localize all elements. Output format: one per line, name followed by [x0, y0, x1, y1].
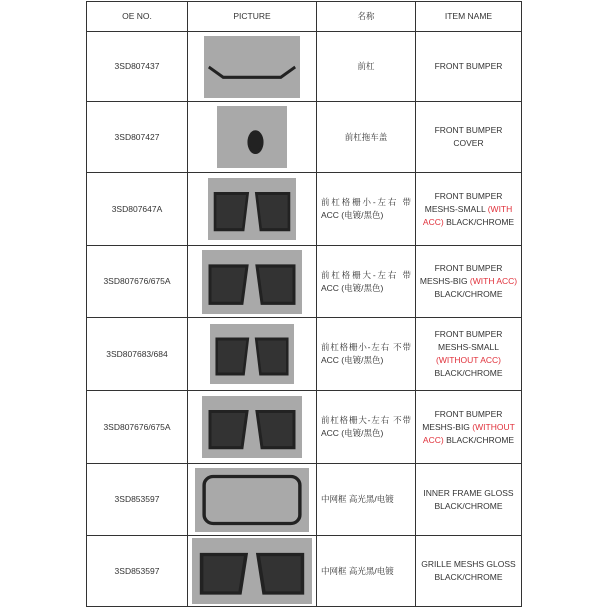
part-photo: [195, 468, 309, 532]
part-photo: [202, 250, 302, 314]
oe-number: 3SD807437: [87, 32, 188, 102]
header-picture: PICTURE: [188, 2, 317, 32]
part-photo: [204, 36, 300, 98]
item-color: BLACK/CHROME: [443, 216, 515, 227]
item-name-text: FRONT BUMPER: [434, 61, 503, 71]
picture-cell: [188, 173, 317, 246]
picture-cell: [188, 464, 317, 536]
oe-number: 3SD807683/684: [87, 318, 188, 391]
table-row: [87, 32, 522, 102]
header-item-name: ITEM NAME: [416, 2, 522, 32]
cn-name: 前杠拖车盖: [317, 102, 416, 173]
header-cn-name: 名称: [317, 2, 416, 32]
table-row: [87, 246, 522, 318]
acc-note: (WITH ACC): [469, 276, 518, 286]
oe-number: 3SD853597: [87, 536, 188, 607]
cn-name: 前杠格栅小-左右 不带ACC (电镀/黑色): [317, 318, 416, 391]
cn-name: 前杠格栅大-左右 带ACC (电镀/黑色): [317, 246, 416, 318]
oe-number: 3SD807427: [87, 102, 188, 173]
item-name: [416, 32, 522, 102]
item-name: [416, 318, 522, 391]
oe-number: 3SD807676/675A: [87, 246, 188, 318]
table-row: [87, 318, 522, 391]
cn-name: 前杠: [317, 32, 416, 102]
item-name-text: INNER FRAME GLOSS BLACK/CHROME: [423, 487, 514, 511]
part-photo: [208, 178, 296, 240]
part-photo: [192, 538, 312, 604]
picture-cell: [188, 391, 317, 464]
table-row: [87, 391, 522, 464]
item-name-text: FRONT BUMPER MESHS-SMALL: [424, 190, 503, 214]
item-color: BLACK/CHROME: [434, 368, 503, 378]
picture-cell: [188, 318, 317, 391]
parts-table: [86, 1, 522, 607]
item-name: [416, 173, 522, 246]
part-photo: [202, 396, 302, 458]
item-name: [416, 391, 522, 464]
picture-cell: [188, 246, 317, 318]
picture-cell: [188, 102, 317, 173]
acc-note: (WITH ACC): [422, 203, 513, 227]
item-name: [416, 536, 522, 607]
item-name: [416, 246, 522, 318]
item-color: BLACK/CHROME: [443, 434, 515, 445]
part-photo: [210, 324, 294, 384]
acc-note: (WITHOUT ACC): [435, 355, 501, 365]
oe-number: 3SD853597: [87, 464, 188, 536]
cn-name: 前杠格栅小-左右 带ACC (电镀/黑色): [317, 173, 416, 246]
header-oe: OE NO.: [87, 2, 188, 32]
cn-name: 前杠格栅大-左右 不带ACC (电镀/黑色): [317, 391, 416, 464]
picture-cell: [188, 32, 317, 102]
cn-name: 中网框 高光黑/电镀: [317, 536, 416, 607]
item-name-text: FRONT BUMPER MESHS-BIG: [419, 263, 503, 286]
cn-name: 中网框 高光黑/电镀: [317, 464, 416, 536]
item-name-text: FRONT BUMPER MESHS-SMALL: [434, 329, 503, 352]
table-row: [87, 102, 522, 173]
oe-number: 3SD807676/675A: [87, 391, 188, 464]
item-name-text: GRILLE MESHS GLOSS BLACK/CHROME: [421, 559, 516, 582]
oe-number: 3SD807647A: [87, 173, 188, 246]
item-color: BLACK/CHROME: [434, 289, 503, 299]
item-name: [416, 464, 522, 536]
header-row: [87, 2, 522, 32]
item-name: [416, 102, 522, 173]
table-row: [87, 464, 522, 536]
table-row: [87, 536, 522, 607]
picture-cell: [188, 536, 317, 607]
table-row: [87, 173, 522, 246]
item-name-text: FRONT BUMPER COVER: [434, 125, 503, 148]
part-photo: [217, 106, 287, 168]
acc-note: (WITHOUT ACC): [422, 421, 515, 445]
item-name-text: FRONT BUMPER MESHS-BIG: [422, 408, 503, 432]
